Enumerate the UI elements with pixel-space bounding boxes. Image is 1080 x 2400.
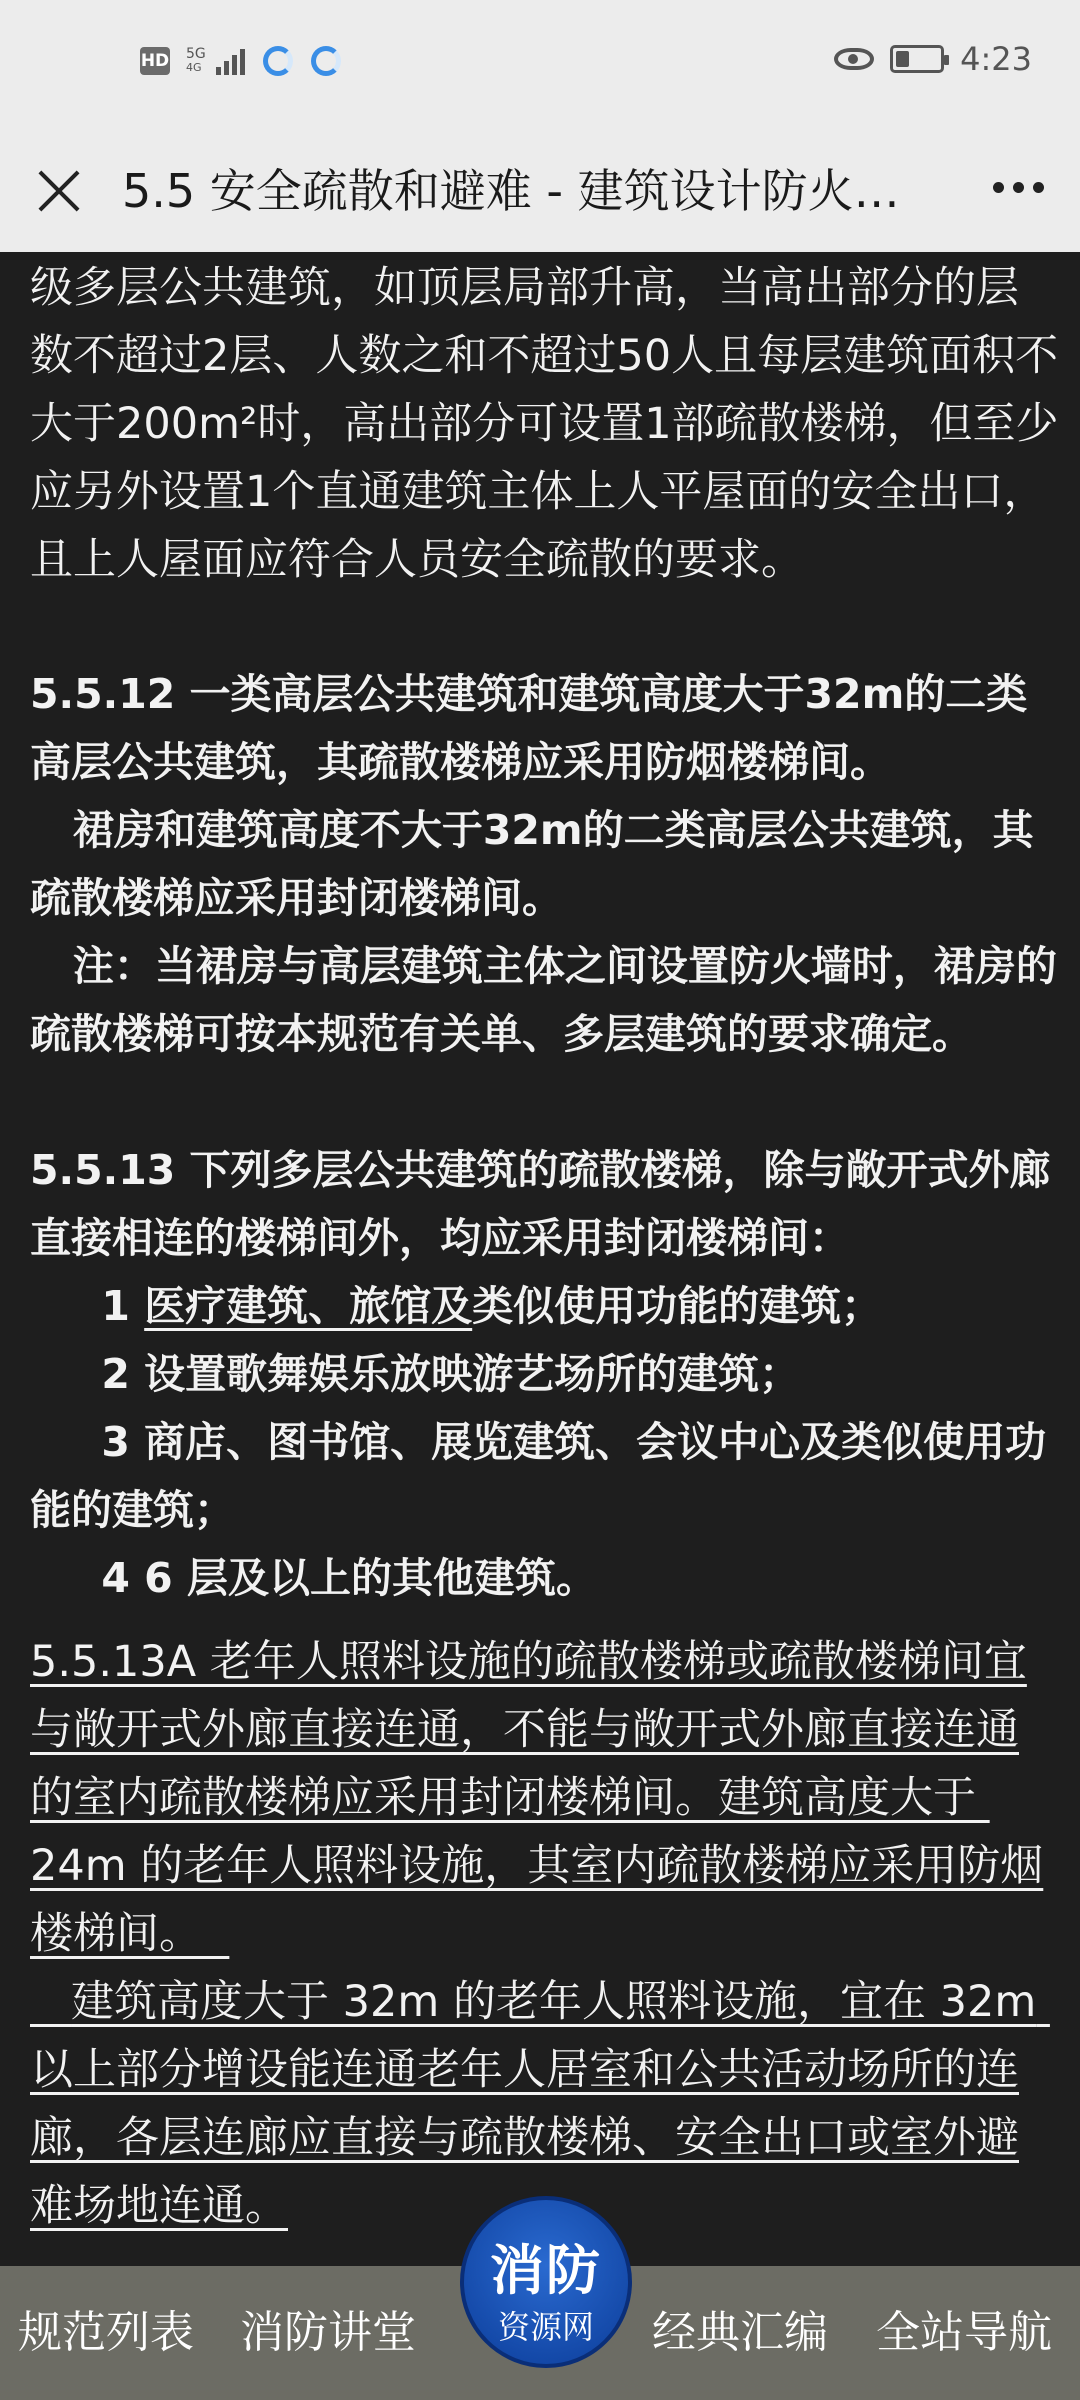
clause-5-5-12-para2: 裙房和建筑高度不大于32m的二类高层公共建筑，其疏散楼梯应采用封闭楼梯间。 bbox=[30, 806, 1034, 922]
hd-badge: HD bbox=[140, 47, 170, 75]
status-left bbox=[140, 46, 341, 76]
notification-app-icon bbox=[263, 46, 293, 76]
more-options-icon[interactable] bbox=[993, 182, 1044, 193]
notification-app-icon-2 bbox=[311, 46, 341, 76]
list-item-3: 3 商店、图书馆、展览建筑、会议中心及类似使用功能的建筑； bbox=[30, 1418, 1047, 1534]
paragraph-5-5-11-tail: 级多层公共建筑，如顶层局部升高，当高出部分的层数不超过2层、人数之和不超过50人且每层建筑面积不大于200m²时，高出部分可设置1部疏散楼梯，但至少应另外设置1个直通建筑主体上人平屋面的安全出口，且上人屋面应符合人员安全疏散的要求。 bbox=[30, 263, 1059, 585]
article-content[interactable] bbox=[0, 252, 1080, 2250]
page-title: 5.5 安全疏散和避难 - 建筑设计防火… bbox=[122, 164, 900, 218]
list-item-1 bbox=[30, 1272, 1060, 1340]
list-item-2: 2 设置歌舞娱乐放映游艺场所的建筑； bbox=[30, 1350, 801, 1398]
logo-title: 消防 bbox=[490, 2239, 602, 2302]
list-item-4: 4 6 层及以上的其他建筑。 bbox=[30, 1554, 597, 1602]
signal-icon bbox=[216, 47, 245, 75]
nav-fire-lectures[interactable]: 消防讲堂 bbox=[240, 2307, 416, 2358]
list-item-1-prefix: 1 bbox=[30, 1282, 145, 1330]
title-bar bbox=[0, 130, 1080, 252]
clause-5-5-13: 5.5.13 下列多层公共建筑的疏散楼梯，除与敞开式外廊直接相连的楼梯间外，均应采用封闭楼梯间： bbox=[30, 1146, 1051, 1262]
list-item-1-underlined: 医疗建筑、旅馆及 bbox=[144, 1282, 473, 1330]
logo-subtitle: 资源网 bbox=[497, 2308, 594, 2346]
nav-standards-list[interactable]: 规范列表 bbox=[18, 2307, 194, 2358]
fire-resource-logo-button[interactable] bbox=[460, 2196, 632, 2368]
battery-icon bbox=[890, 45, 944, 73]
clause-5-5-12: 5.5.12 一类高层公共建筑和建筑高度大于32m的二类高层公共建筑，其疏散楼梯应采用防烟楼梯间。 bbox=[30, 670, 1028, 786]
nav-classic-collection[interactable]: 经典汇编 bbox=[652, 2307, 828, 2358]
list-item-1-rest: 类似使用功能的建筑； bbox=[472, 1282, 883, 1330]
status-right bbox=[834, 40, 1032, 78]
clock: 4:23 bbox=[960, 40, 1032, 78]
nav-site-navigation[interactable]: 全站导航 bbox=[876, 2307, 1052, 2358]
network-label: 5G bbox=[186, 46, 206, 62]
clause-5-5-13a-para2: 建筑高度大于 32m 的老年人照料设施，宜在 32m 以上部分增设能连通老年人居室和公共活动场所的连廊，各层连廊应直接与疏散楼梯、安全出口或室外避难场地连通。 bbox=[30, 1977, 1050, 2231]
network-type bbox=[186, 48, 206, 74]
close-icon[interactable] bbox=[36, 168, 82, 214]
clause-5-5-12-note: 注：当裙房与高层建筑主体之间设置防火墙时，裙房的疏散楼梯可按本规范有关单、多层建筑的要求确定。 bbox=[30, 942, 1057, 1058]
status-bar bbox=[0, 0, 1080, 130]
clause-5-5-13a: 5.5.13A 老年人照料设施的疏散楼梯或疏散楼梯间宜与敞开式外廊直接连通，不能与敞开式外廊直接连通的室内疏散楼梯应采用封闭楼梯间。建筑高度大于 24m 的老年人照料设施，其室内疏散楼梯应采用防烟楼梯间。 bbox=[30, 1637, 1044, 1959]
battery-level bbox=[896, 51, 909, 67]
eye-comfort-icon bbox=[834, 48, 874, 70]
network-sub-label: 4G bbox=[186, 61, 202, 74]
